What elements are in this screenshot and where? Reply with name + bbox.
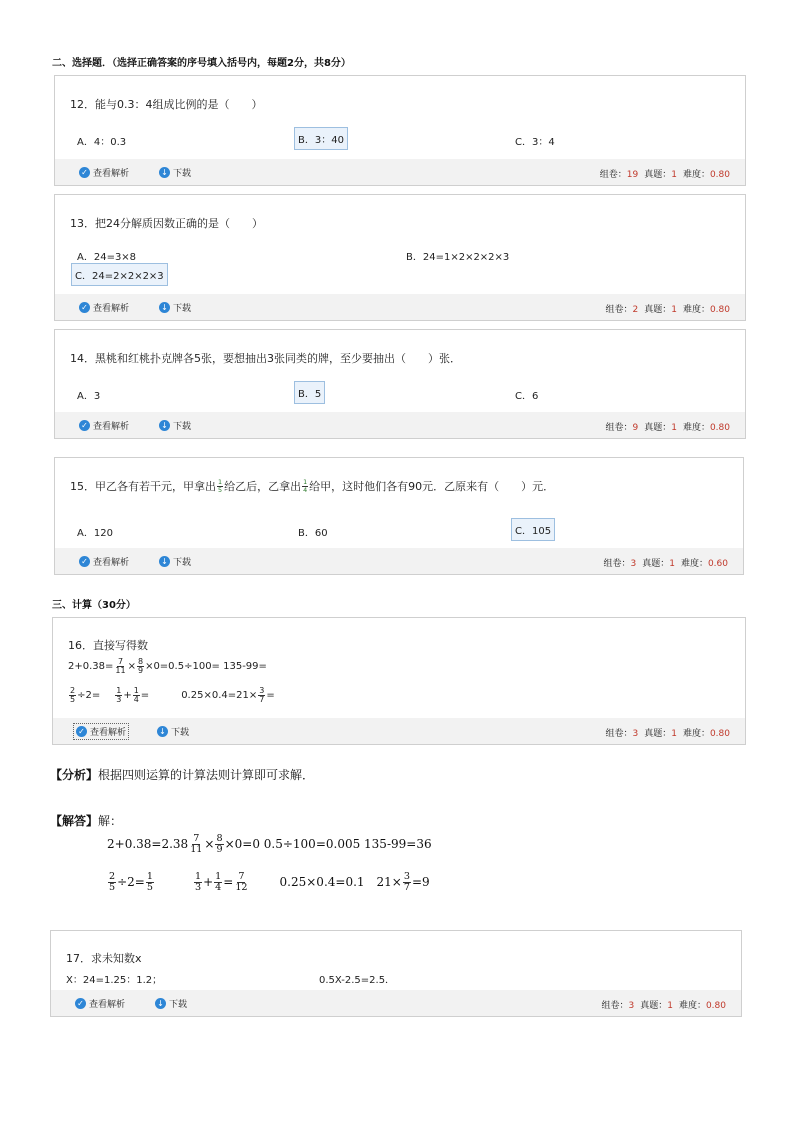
download-icon: ↓ xyxy=(159,420,170,431)
question-text: 12．能与0.3：4组成比例的是（ ） xyxy=(70,98,263,111)
question-footer xyxy=(51,990,741,1016)
view-analysis-button[interactable]: ✓ 查看解析 xyxy=(79,166,129,179)
download-button[interactable]: ↓ 下载 xyxy=(159,301,191,314)
analysis-line: 【分析】根据四则运算的计算法则计算即可求解． xyxy=(50,768,315,782)
fraction: $\frac{1}{5}$ xyxy=(146,871,153,893)
check-icon: ✓ xyxy=(79,302,90,313)
question-text: 16．直接写得数 xyxy=(68,639,148,652)
fraction: $\frac{7}{12}$ xyxy=(235,871,248,893)
question-stats: 组卷：3 真题：1 难度：0.80 xyxy=(605,729,730,739)
question-stats: 组卷：3 真题：1 难度：0.80 xyxy=(601,1001,726,1011)
question-stats: 组卷：2 真题：1 难度：0.80 xyxy=(605,305,730,315)
answer-row-2: $\frac{2}{5}$ ÷2= $\frac{1}{5}$ $\frac{1}{3}$ + $\frac{1}{4}$ = $\frac{7}{12}$ 0.25×0.4=0.1 21× $\frac{3}{7}$ =9 xyxy=(109,871,430,893)
view-analysis-button[interactable]: ✓ 查看解析 xyxy=(79,555,129,568)
download-button[interactable]: ↓ 下载 xyxy=(159,555,191,568)
option-a[interactable]: A．120 xyxy=(77,528,113,539)
answer-row-1: 2+0.38=2.38 $\frac{7}{11}$ × $\frac{8}{9}$ ×0=0 0.5÷100=0.005 135-99=36 xyxy=(107,833,432,855)
question-card-13 xyxy=(54,194,746,321)
question-text: 17．求未知数x xyxy=(66,952,142,965)
view-analysis-button[interactable]: ✓ 查看解析 xyxy=(79,419,129,432)
question-text: 14．黑桃和红桃扑克牌各5张，要想抽出3张同类的牌，至少要抽出（ ）张． xyxy=(70,352,461,365)
question-card-12 xyxy=(54,75,746,186)
problem-line-2: $\frac{2}{5}$ ÷2= $\frac{1}{3}$ + $\frac{1}{4}$ = 0.25×0.4=21× $\frac{3}{7}$ = xyxy=(70,686,275,704)
download-icon: ↓ xyxy=(159,556,170,567)
option-c[interactable]: C．3：4 xyxy=(515,137,555,148)
section-title-choice: 二、选择题．（选择正确答案的序号填入括号内，每题2分，共8分） xyxy=(52,58,351,69)
answer-line: 【解答】解： xyxy=(50,814,123,828)
fraction: $\frac{7}{11}$ xyxy=(115,657,126,675)
option-a[interactable]: A．3 xyxy=(77,391,101,402)
question-card-16 xyxy=(52,617,746,745)
check-icon: ✓ xyxy=(79,167,90,178)
question-footer xyxy=(55,548,743,574)
fraction: $\frac{3}{7}$ xyxy=(403,871,410,893)
fraction: $\frac{2}{5}$ xyxy=(109,871,116,893)
option-a[interactable]: A．24=3×8 xyxy=(77,252,137,263)
fraction: $\frac{8}{9}$ xyxy=(137,657,144,675)
download-button[interactable]: ↓ 下载 xyxy=(155,997,187,1010)
equation-1: X：24=1.25：1.2； xyxy=(66,975,163,986)
fraction: $\frac{1}{4}$ xyxy=(303,478,308,494)
option-b[interactable]: B．24=1×2×2×2×3 xyxy=(406,252,510,263)
equation-2: 0.5X-2.5=2.5． xyxy=(319,975,396,986)
option-c[interactable]: C．6 xyxy=(515,391,539,402)
question-text: 13．把24分解质因数正确的是（ ） xyxy=(70,217,263,230)
option-b[interactable]: B．60 xyxy=(298,528,328,539)
download-icon: ↓ xyxy=(159,167,170,178)
section-title-calc: 三、计算（30分） xyxy=(52,600,136,611)
question-card-15 xyxy=(54,457,744,575)
option-b-selected[interactable]: B．5 xyxy=(294,381,325,404)
fraction: $\frac{1}{5}$ xyxy=(218,478,223,494)
download-button[interactable]: ↓ 下载 xyxy=(157,725,189,738)
download-button[interactable]: ↓ 下载 xyxy=(159,419,191,432)
download-button[interactable]: ↓ 下载 xyxy=(159,166,191,179)
fraction: $\frac{1}{3}$ xyxy=(194,871,202,893)
question-stats: 组卷：9 真题：1 难度：0.80 xyxy=(605,423,730,433)
question-footer xyxy=(55,159,745,185)
check-icon: ✓ xyxy=(79,420,90,431)
download-icon: ↓ xyxy=(159,302,170,313)
download-icon: ↓ xyxy=(155,998,166,1009)
question-stats: 组卷：19 真题：1 难度：0.80 xyxy=(599,170,730,180)
view-analysis-button[interactable]: ✓ 查看解析 xyxy=(73,723,129,740)
option-b-selected[interactable]: B．3：40 xyxy=(294,127,348,150)
question-footer xyxy=(55,294,745,320)
question-footer xyxy=(53,718,745,744)
check-icon: ✓ xyxy=(75,998,86,1009)
fraction: $\frac{7}{11}$ xyxy=(190,833,203,855)
fraction: $\frac{8}{9}$ xyxy=(216,833,223,855)
option-c-selected[interactable]: C．105 xyxy=(511,518,555,541)
question-card-17 xyxy=(50,930,742,1017)
fraction: $\frac{1}{4}$ xyxy=(133,686,139,704)
question-stats: 组卷：3 真题：1 难度：0.60 xyxy=(603,559,728,569)
option-a[interactable]: A．4：0.3 xyxy=(77,137,127,148)
problem-line-1: 2+0.38= $\frac{7}{11}$ × $\frac{8}{9}$ ×0=0.5÷100= 135-99= xyxy=(68,657,267,675)
check-icon: ✓ xyxy=(79,556,90,567)
question-footer xyxy=(55,412,745,438)
question-text: 15．甲乙各有若干元，甲拿出 $\frac{1}{5}$ 给乙后，乙拿出 $\frac{1}{4}$ 给甲，这时他们各有90元．乙原来有（ ）元． xyxy=(70,478,555,494)
fraction: $\frac{1}{4}$ xyxy=(215,871,222,893)
fraction: $\frac{1}{3}$ xyxy=(116,686,122,704)
view-analysis-button[interactable]: ✓ 查看解析 xyxy=(75,997,125,1010)
option-c-selected[interactable]: C．24=2×2×2×3 xyxy=(71,263,168,286)
question-card-14 xyxy=(54,329,746,439)
download-icon: ↓ xyxy=(157,726,168,737)
fraction: $\frac{3}{7}$ xyxy=(259,686,265,704)
fraction: $\frac{2}{5}$ xyxy=(70,686,76,704)
check-icon: ✓ xyxy=(76,726,87,737)
view-analysis-button[interactable]: ✓ 查看解析 xyxy=(79,301,129,314)
